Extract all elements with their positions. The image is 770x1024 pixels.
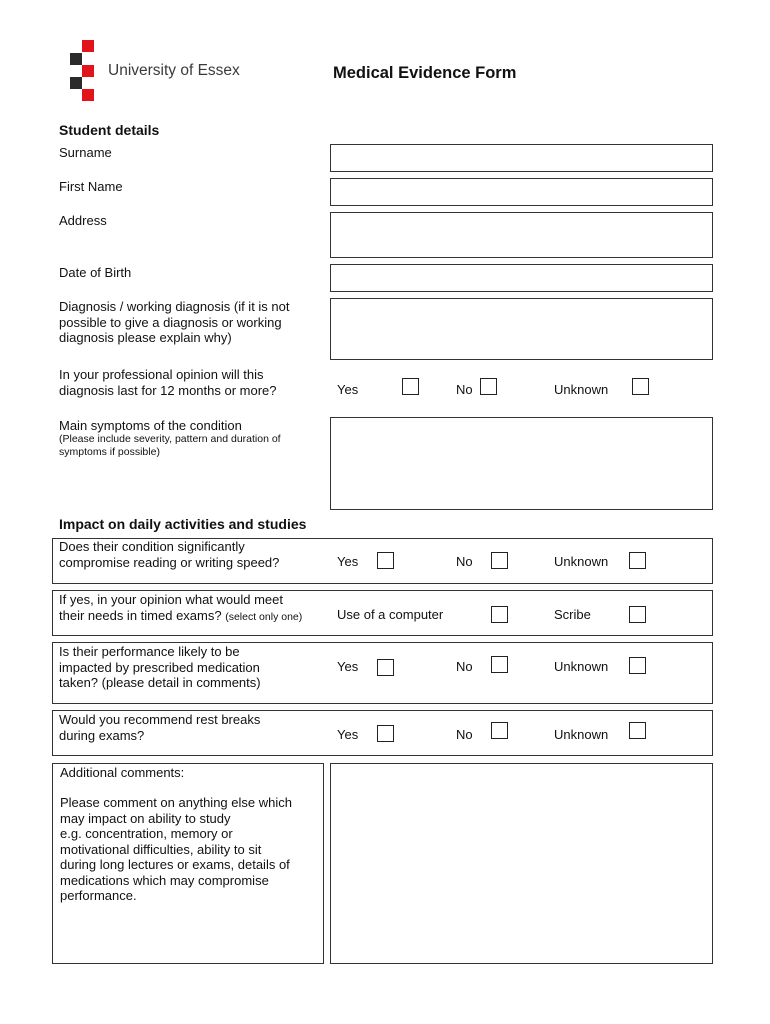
computer-option-label: Use of a computer bbox=[337, 607, 444, 622]
medication-line: taken? (please detail in comments) bbox=[59, 675, 261, 690]
university-logo bbox=[68, 40, 108, 100]
comments-line: medications which may compromise bbox=[60, 872, 269, 888]
symptoms-note-line: symptoms if possible) bbox=[59, 446, 160, 458]
rest-breaks-line: during exams? bbox=[59, 727, 145, 743]
diagnosis-field[interactable] bbox=[330, 298, 713, 360]
comments-instructions bbox=[60, 795, 292, 904]
comments-line: may impact on ability to study bbox=[60, 810, 231, 826]
timed-exams-line: their needs in timed exams? bbox=[59, 607, 222, 623]
surname-field[interactable] bbox=[330, 144, 713, 172]
medication-yes-checkbox[interactable] bbox=[377, 659, 394, 676]
duration-line: In your professional opinion will this bbox=[59, 367, 264, 382]
reading-no-label: No bbox=[456, 554, 473, 569]
duration-unknown-label: Unknown bbox=[554, 382, 609, 397]
logo-square bbox=[70, 77, 82, 89]
brand-name: University of Essex bbox=[108, 62, 240, 79]
symptoms-label: Main symptoms of the condition bbox=[59, 418, 242, 433]
reading-no-checkbox[interactable] bbox=[491, 552, 508, 569]
reading-speed-question bbox=[59, 539, 279, 570]
scribe-option-checkbox[interactable] bbox=[629, 606, 646, 623]
first-name-label: First Name bbox=[59, 179, 123, 194]
medication-line: impacted by prescribed medication bbox=[59, 659, 260, 675]
diagnosis-label bbox=[59, 299, 290, 346]
logo-square bbox=[70, 53, 82, 65]
duration-unknown-checkbox[interactable] bbox=[632, 378, 649, 395]
rest-no-checkbox[interactable] bbox=[491, 722, 508, 739]
logo-square bbox=[82, 65, 94, 77]
first-name-field[interactable] bbox=[330, 178, 713, 206]
rest-yes-label: Yes bbox=[337, 727, 359, 742]
medication-unknown-label: Unknown bbox=[554, 659, 609, 674]
address-label: Address bbox=[59, 213, 107, 228]
surname-label: Surname bbox=[59, 145, 112, 160]
duration-yes-checkbox[interactable] bbox=[402, 378, 419, 395]
dob-field[interactable] bbox=[330, 264, 713, 292]
rest-breaks-line: Would you recommend rest breaks bbox=[59, 712, 261, 727]
comments-line: motivational difficulties, ability to sit bbox=[60, 841, 262, 857]
medication-no-label: No bbox=[456, 659, 473, 674]
medication-line: Is their performance likely to be bbox=[59, 644, 240, 659]
reading-unknown-label: Unknown bbox=[554, 554, 609, 569]
logo-square bbox=[82, 40, 94, 52]
diagnosis-line: possible to give a diagnosis or working bbox=[59, 314, 282, 330]
diagnosis-line: Diagnosis / working diagnosis (if it is not bbox=[59, 299, 290, 314]
rest-unknown-checkbox[interactable] bbox=[629, 722, 646, 739]
dob-label: Date of Birth bbox=[59, 265, 132, 280]
reading-yes-label: Yes bbox=[337, 554, 359, 569]
reading-speed-line: compromise reading or writing speed? bbox=[59, 554, 280, 570]
impact-heading: Impact on daily activities and studies bbox=[59, 516, 307, 532]
duration-question bbox=[59, 367, 277, 398]
select-one-note: (select only one) bbox=[225, 610, 303, 623]
rest-no-label: No bbox=[456, 727, 473, 742]
medication-yes-label: Yes bbox=[337, 659, 359, 674]
medication-unknown-checkbox[interactable] bbox=[629, 657, 646, 674]
reading-speed-line: Does their condition significantly bbox=[59, 539, 245, 554]
duration-yes-label: Yes bbox=[337, 382, 359, 397]
timed-exams-line: If yes, in your opinion what would meet bbox=[59, 592, 284, 607]
comments-line: e.g. concentration, memory or bbox=[60, 826, 233, 841]
rest-unknown-label: Unknown bbox=[554, 727, 609, 742]
computer-option-checkbox[interactable] bbox=[491, 606, 508, 623]
student-details-heading: Student details bbox=[59, 122, 160, 138]
reading-yes-checkbox[interactable] bbox=[377, 552, 394, 569]
comments-title: Additional comments: bbox=[60, 765, 185, 780]
rest-yes-checkbox[interactable] bbox=[377, 725, 394, 742]
rest-breaks-question bbox=[59, 712, 260, 743]
logo-square bbox=[82, 89, 94, 101]
scribe-option-label: Scribe bbox=[554, 607, 591, 622]
comments-line: performance. bbox=[60, 888, 137, 903]
timed-exams-question bbox=[59, 592, 302, 624]
symptoms-note-line: (Please include severity, pattern and duration of bbox=[59, 433, 281, 445]
symptoms-field[interactable] bbox=[330, 417, 713, 510]
comments-line: Please comment on anything else which bbox=[60, 795, 292, 810]
duration-no-label: No bbox=[456, 382, 473, 397]
medication-question bbox=[59, 644, 261, 691]
comments-line: during long lectures or exams, details of bbox=[60, 857, 290, 872]
reading-unknown-checkbox[interactable] bbox=[629, 552, 646, 569]
duration-line: diagnosis last for 12 months or more? bbox=[59, 382, 277, 398]
address-field[interactable] bbox=[330, 212, 713, 258]
medication-no-checkbox[interactable] bbox=[491, 656, 508, 673]
symptoms-note bbox=[59, 433, 281, 459]
comments-field[interactable] bbox=[330, 763, 713, 964]
diagnosis-line: diagnosis please explain why) bbox=[59, 330, 232, 345]
duration-no-checkbox[interactable] bbox=[480, 378, 497, 395]
form-title: Medical Evidence Form bbox=[333, 64, 517, 82]
